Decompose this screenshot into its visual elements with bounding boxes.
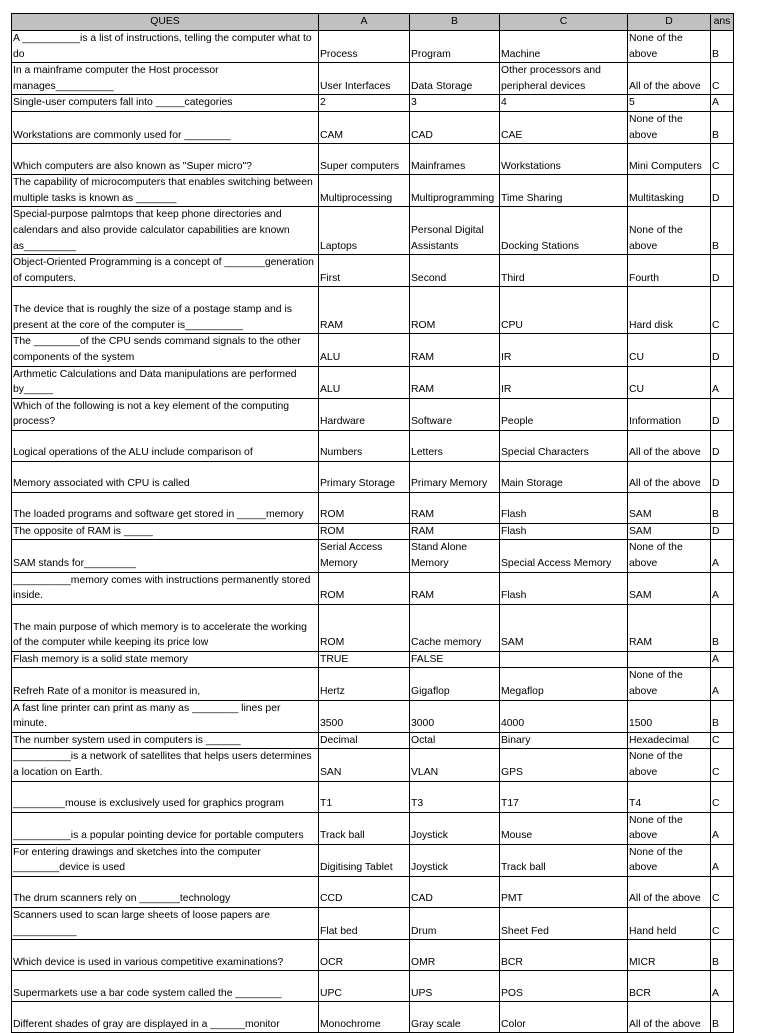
question-cell: The device that is roughly the size of a postage stamp and is present at the core of the computer is__________ — [12, 287, 319, 334]
question-cell: Which device is used in various competitive examinations? — [12, 940, 319, 971]
option-b-cell: Letters — [410, 430, 500, 461]
table-row — [12, 812, 734, 844]
option-a-cell: Flat bed — [319, 907, 410, 939]
question-cell: Which computers are also known as "Super micro"? — [12, 144, 319, 175]
option-d-cell: All of the above — [628, 1002, 711, 1033]
header-ques: QUES — [12, 14, 319, 31]
answer-cell: A — [711, 844, 734, 876]
table-row — [12, 461, 734, 492]
option-c-cell: Track ball — [500, 844, 628, 876]
option-c-cell: T17 — [500, 781, 628, 812]
option-b-cell: Second — [410, 255, 500, 287]
option-b-cell: CAD — [410, 876, 500, 907]
option-c-cell: GPS — [500, 749, 628, 781]
option-a-cell: UPC — [319, 971, 410, 1002]
option-d-cell: 5 — [628, 95, 711, 112]
question-cell: The drum scanners rely on _______technology — [12, 876, 319, 907]
option-d-cell: SAM — [628, 572, 711, 604]
option-d-cell: Fourth — [628, 255, 711, 287]
table-row — [12, 523, 734, 540]
question-cell: The capability of microcomputers that enables switching between multiple tasks is known as _______ — [12, 175, 319, 207]
answer-cell: D — [711, 175, 734, 207]
option-c-cell: Flash — [500, 572, 628, 604]
table-row — [12, 781, 734, 812]
question-cell: Scanners used to scan large sheets of loose papers are ___________ — [12, 907, 319, 939]
option-a-cell: Track ball — [319, 812, 410, 844]
option-a-cell: ALU — [319, 334, 410, 366]
option-a-cell: T1 — [319, 781, 410, 812]
table-row — [12, 971, 734, 1002]
option-c-cell: IR — [500, 334, 628, 366]
table-row — [12, 651, 734, 668]
table-row — [12, 492, 734, 523]
option-b-cell: Program — [410, 31, 500, 63]
option-b-cell: Joystick — [410, 844, 500, 876]
answer-cell: B — [711, 604, 734, 651]
option-c-cell: 4 — [500, 95, 628, 112]
option-b-cell: 3 — [410, 95, 500, 112]
option-b-cell: Gray scale — [410, 1002, 500, 1033]
option-c-cell: BCR — [500, 940, 628, 971]
option-b-cell: RAM — [410, 366, 500, 398]
option-d-cell: Hard disk — [628, 287, 711, 334]
table-row — [12, 732, 734, 749]
option-d-cell: Hand held — [628, 907, 711, 939]
option-b-cell: OMR — [410, 940, 500, 971]
option-d-cell: Information — [628, 398, 711, 430]
table-row — [12, 749, 734, 781]
table-row — [12, 1002, 734, 1033]
answer-cell: D — [711, 461, 734, 492]
question-cell: The ________of the CPU sends command signals to the other components of the system — [12, 334, 319, 366]
header-c: C — [500, 14, 628, 31]
table-row — [12, 111, 734, 143]
table-row — [12, 572, 734, 604]
option-b-cell: FALSE — [410, 651, 500, 668]
table-row — [12, 940, 734, 971]
option-a-cell: Process — [319, 31, 410, 63]
option-a-cell: Laptops — [319, 207, 410, 255]
answer-cell: D — [711, 398, 734, 430]
option-d-cell: Hexadecimal — [628, 732, 711, 749]
table-row — [12, 334, 734, 366]
option-c-cell: PMT — [500, 876, 628, 907]
option-b-cell: UPS — [410, 971, 500, 1002]
option-d-cell: All of the above — [628, 430, 711, 461]
option-a-cell: Hardware — [319, 398, 410, 430]
option-a-cell: OCR — [319, 940, 410, 971]
option-b-cell: Software — [410, 398, 500, 430]
question-cell: Workstations are commonly used for ________ — [12, 111, 319, 143]
option-a-cell: RAM — [319, 287, 410, 334]
answer-cell: C — [711, 781, 734, 812]
table-row — [12, 175, 734, 207]
question-cell: The main purpose of which memory is to accelerate the working of the computer while keeping its price low — [12, 604, 319, 651]
option-d-cell: All of the above — [628, 876, 711, 907]
question-cell: The opposite of RAM is _____ — [12, 523, 319, 540]
option-c-cell: Other processors and peripheral devices — [500, 63, 628, 95]
question-cell: __________is a network of satellites that helps users determines a location on Earth. — [12, 749, 319, 781]
question-cell: Memory associated with CPU is called — [12, 461, 319, 492]
option-c-cell: Binary — [500, 732, 628, 749]
option-c-cell: Docking Stations — [500, 207, 628, 255]
question-cell: The number system used in computers is ______ — [12, 732, 319, 749]
table-row — [12, 366, 734, 398]
option-a-cell: 2 — [319, 95, 410, 112]
option-c-cell: CAE — [500, 111, 628, 143]
table-row — [12, 430, 734, 461]
table-row — [12, 876, 734, 907]
answer-cell: D — [711, 523, 734, 540]
answer-cell: C — [711, 907, 734, 939]
answer-cell: A — [711, 95, 734, 112]
table-row — [12, 844, 734, 876]
option-b-cell: RAM — [410, 572, 500, 604]
header-row — [12, 14, 734, 31]
option-b-cell: Mainframes — [410, 144, 500, 175]
option-b-cell: 3000 — [410, 700, 500, 732]
option-a-cell: First — [319, 255, 410, 287]
option-a-cell: ROM — [319, 604, 410, 651]
answer-cell: B — [711, 111, 734, 143]
table-row — [12, 398, 734, 430]
option-d-cell: RAM — [628, 604, 711, 651]
question-cell: Single-user computers fall into _____categories — [12, 95, 319, 112]
answer-cell: A — [711, 971, 734, 1002]
option-d-cell: None of the above — [628, 749, 711, 781]
header-ans: ans — [711, 14, 734, 31]
table-row — [12, 287, 734, 334]
header-d: D — [628, 14, 711, 31]
option-a-cell: Monochrome — [319, 1002, 410, 1033]
option-c-cell: Flash — [500, 523, 628, 540]
option-a-cell: SAN — [319, 749, 410, 781]
answer-cell: A — [711, 540, 734, 572]
option-d-cell: All of the above — [628, 461, 711, 492]
header-b: B — [410, 14, 500, 31]
option-d-cell: None of the above — [628, 540, 711, 572]
option-c-cell: Sheet Fed — [500, 907, 628, 939]
option-b-cell: CAD — [410, 111, 500, 143]
option-b-cell: Gigaflop — [410, 668, 500, 700]
option-a-cell: CCD — [319, 876, 410, 907]
option-a-cell: ROM — [319, 523, 410, 540]
option-c-cell: SAM — [500, 604, 628, 651]
answer-cell: D — [711, 255, 734, 287]
answer-cell: B — [711, 492, 734, 523]
option-c-cell: Third — [500, 255, 628, 287]
option-a-cell: ALU — [319, 366, 410, 398]
question-cell: Refreh Rate of a monitor is measured in, — [12, 668, 319, 700]
question-cell: Supermarkets use a bar code system called the ________ — [12, 971, 319, 1002]
option-d-cell: None of the above — [628, 812, 711, 844]
answer-cell: B — [711, 940, 734, 971]
table-row — [12, 95, 734, 112]
option-a-cell: Numbers — [319, 430, 410, 461]
option-a-cell: CAM — [319, 111, 410, 143]
option-b-cell: Cache memory — [410, 604, 500, 651]
answer-cell: D — [711, 430, 734, 461]
option-b-cell: Stand Alone Memory — [410, 540, 500, 572]
option-a-cell: Hertz — [319, 668, 410, 700]
option-b-cell: Personal Digital Assistants — [410, 207, 500, 255]
option-c-cell: IR — [500, 366, 628, 398]
answer-cell: D — [711, 334, 734, 366]
answer-cell: B — [711, 207, 734, 255]
option-a-cell: 3500 — [319, 700, 410, 732]
table-row — [12, 604, 734, 651]
quiz-table — [11, 13, 734, 1033]
table-row — [12, 255, 734, 287]
option-a-cell: Decimal — [319, 732, 410, 749]
answer-cell: B — [711, 31, 734, 63]
answer-cell: B — [711, 700, 734, 732]
question-cell: Flash memory is a solid state memory — [12, 651, 319, 668]
option-a-cell: ROM — [319, 572, 410, 604]
question-cell: Object-Oriented Programming is a concept of _______generation of computers. — [12, 255, 319, 287]
option-d-cell: SAM — [628, 523, 711, 540]
answer-cell: C — [711, 287, 734, 334]
table-row — [12, 700, 734, 732]
question-cell: SAM stands for_________ — [12, 540, 319, 572]
option-c-cell: Flash — [500, 492, 628, 523]
option-b-cell: RAM — [410, 492, 500, 523]
option-d-cell: 1500 — [628, 700, 711, 732]
option-b-cell: T3 — [410, 781, 500, 812]
answer-cell: C — [711, 749, 734, 781]
quiz-spreadsheet — [11, 13, 734, 1033]
option-d-cell: None of the above — [628, 31, 711, 63]
answer-cell: C — [711, 144, 734, 175]
table-row — [12, 31, 734, 63]
option-c-cell: Megaflop — [500, 668, 628, 700]
option-c-cell: Main Storage — [500, 461, 628, 492]
option-d-cell: None of the above — [628, 111, 711, 143]
question-cell: Logical operations of the ALU include comparison of — [12, 430, 319, 461]
table-row — [12, 63, 734, 95]
option-b-cell: Primary Memory — [410, 461, 500, 492]
question-cell: Arthmetic Calculations and Data manipulations are performed by_____ — [12, 366, 319, 398]
option-c-cell: Workstations — [500, 144, 628, 175]
option-a-cell: Serial Access Memory — [319, 540, 410, 572]
option-d-cell: None of the above — [628, 207, 711, 255]
option-b-cell: Octal — [410, 732, 500, 749]
answer-cell: A — [711, 366, 734, 398]
question-cell: Which of the following is not a key element of the computing process? — [12, 398, 319, 430]
option-d-cell: Mini Computers — [628, 144, 711, 175]
option-b-cell: Joystick — [410, 812, 500, 844]
answer-cell: A — [711, 812, 734, 844]
table-row — [12, 540, 734, 572]
question-cell: __________is a popular pointing device for portable computers — [12, 812, 319, 844]
option-c-cell: POS — [500, 971, 628, 1002]
answer-cell: C — [711, 732, 734, 749]
option-b-cell: RAM — [410, 523, 500, 540]
option-d-cell: CU — [628, 334, 711, 366]
option-a-cell: TRUE — [319, 651, 410, 668]
option-a-cell: Digitising Tablet — [319, 844, 410, 876]
question-cell: _________mouse is exclusively used for graphics program — [12, 781, 319, 812]
table-row — [12, 668, 734, 700]
answer-cell: A — [711, 668, 734, 700]
option-d-cell: CU — [628, 366, 711, 398]
option-d-cell: None of the above — [628, 844, 711, 876]
option-c-cell: CPU — [500, 287, 628, 334]
option-d-cell: None of the above — [628, 668, 711, 700]
option-a-cell: ROM — [319, 492, 410, 523]
option-a-cell: User Interfaces — [319, 63, 410, 95]
option-c-cell: 4000 — [500, 700, 628, 732]
answer-cell: A — [711, 651, 734, 668]
option-b-cell: Data Storage — [410, 63, 500, 95]
option-d-cell: T4 — [628, 781, 711, 812]
option-c-cell: Special Access Memory — [500, 540, 628, 572]
header-a: A — [319, 14, 410, 31]
answer-cell: C — [711, 876, 734, 907]
option-a-cell: Primary Storage — [319, 461, 410, 492]
option-b-cell: ROM — [410, 287, 500, 334]
answer-cell: C — [711, 63, 734, 95]
answer-cell: B — [711, 1002, 734, 1033]
option-c-cell: Special Characters — [500, 430, 628, 461]
option-c-cell: Time Sharing — [500, 175, 628, 207]
option-b-cell: Drum — [410, 907, 500, 939]
question-cell: For entering drawings and sketches into the computer ________device is used — [12, 844, 319, 876]
option-d-cell: BCR — [628, 971, 711, 1002]
option-c-cell: Machine — [500, 31, 628, 63]
option-d-cell: All of the above — [628, 63, 711, 95]
option-c-cell: Mouse — [500, 812, 628, 844]
question-cell: Different shades of gray are displayed in a ______monitor — [12, 1002, 319, 1033]
option-d-cell: SAM — [628, 492, 711, 523]
question-cell: Special-purpose palmtops that keep phone directories and calendars and also provide calculator capabilities are known as_________ — [12, 207, 319, 255]
option-b-cell: Multiprogramming — [410, 175, 500, 207]
question-cell: __________memory comes with instructions permanently stored inside. — [12, 572, 319, 604]
question-cell: The loaded programs and software get stored in _____memory — [12, 492, 319, 523]
question-cell: A fast line printer can print as many as ________ lines per minute. — [12, 700, 319, 732]
option-a-cell: Multiprocessing — [319, 175, 410, 207]
answer-cell: A — [711, 572, 734, 604]
table-row — [12, 207, 734, 255]
option-c-cell — [500, 651, 628, 668]
table-row — [12, 144, 734, 175]
question-cell: A __________is a list of instructions, telling the computer what to do — [12, 31, 319, 63]
option-c-cell: Color — [500, 1002, 628, 1033]
option-b-cell: RAM — [410, 334, 500, 366]
option-a-cell: Super computers — [319, 144, 410, 175]
option-d-cell — [628, 651, 711, 668]
option-c-cell: People — [500, 398, 628, 430]
question-cell: In a mainframe computer the Host processor manages__________ — [12, 63, 319, 95]
option-d-cell: Multitasking — [628, 175, 711, 207]
option-b-cell: VLAN — [410, 749, 500, 781]
option-d-cell: MICR — [628, 940, 711, 971]
table-row — [12, 907, 734, 939]
